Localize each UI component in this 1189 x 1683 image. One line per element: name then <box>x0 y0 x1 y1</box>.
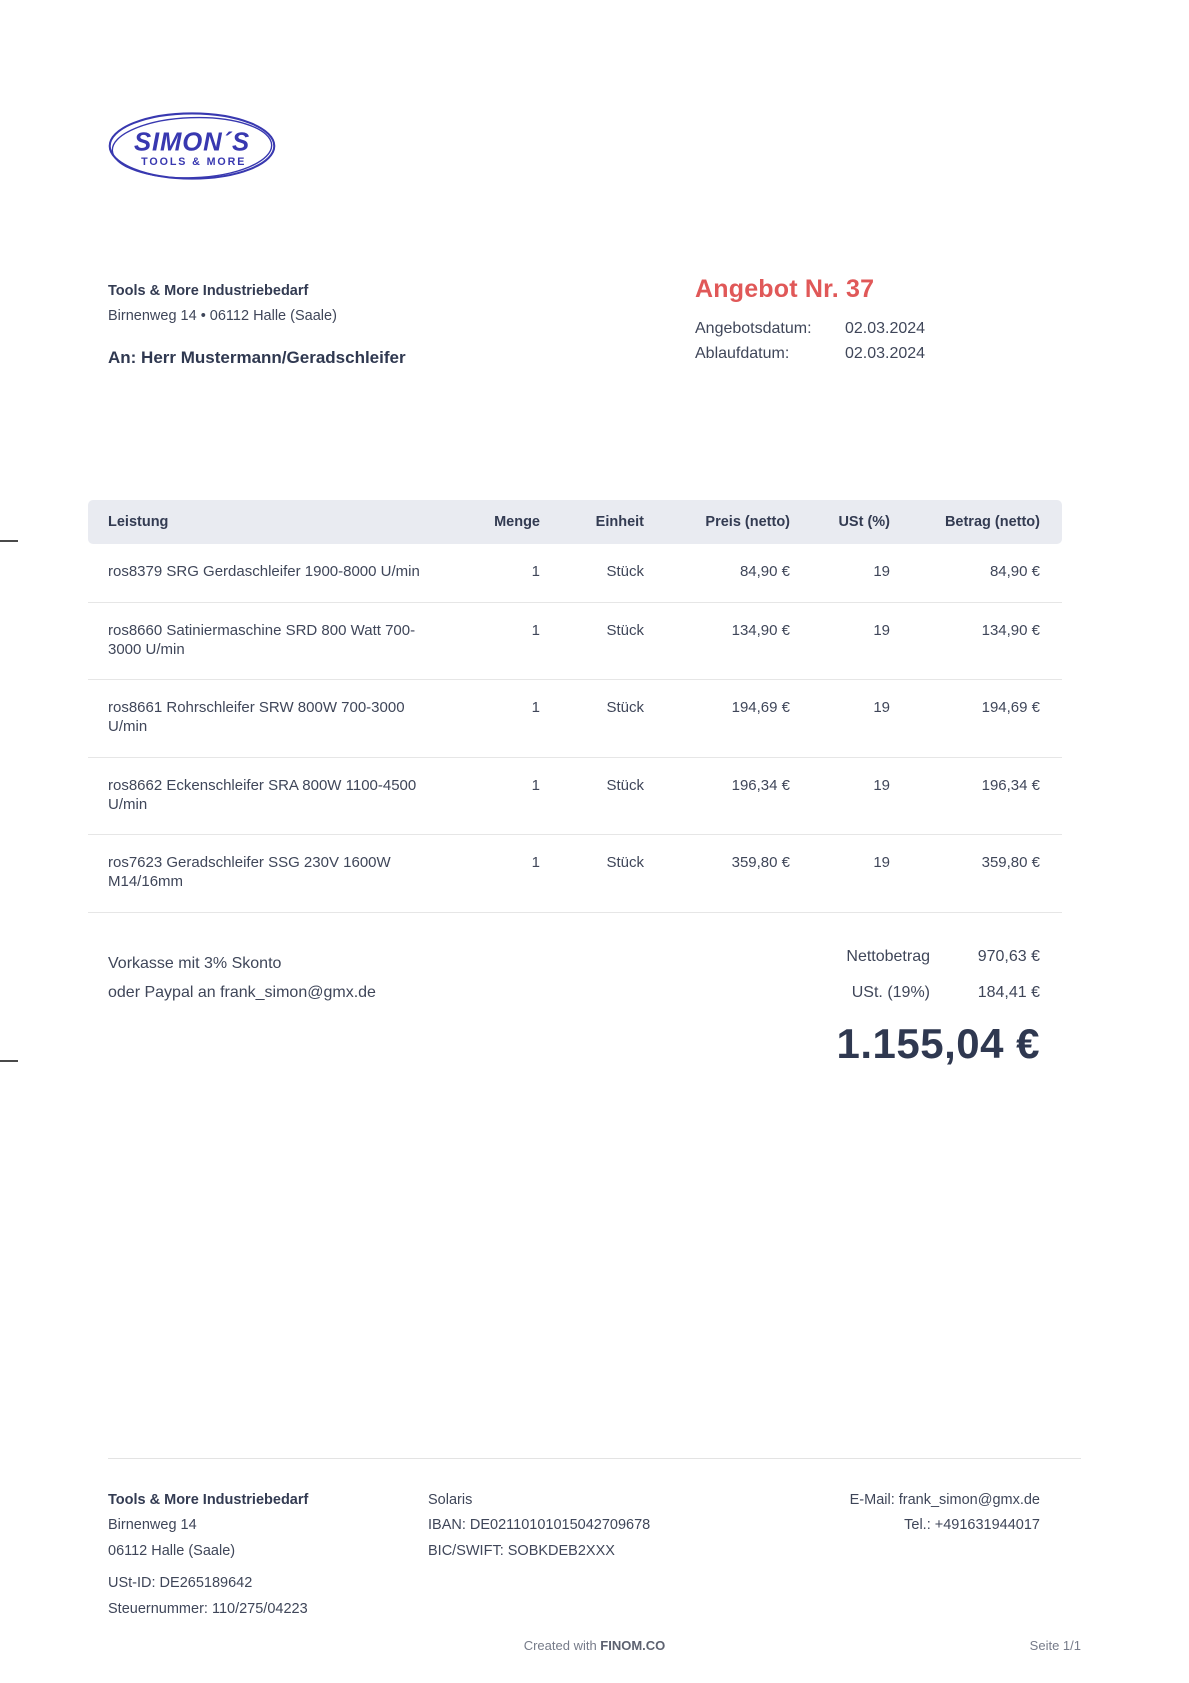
table-row <box>88 680 1062 758</box>
table-header-row <box>88 500 1062 544</box>
col-header-einheit: Einheit <box>595 514 644 530</box>
cell-menge: 1 <box>531 563 540 580</box>
cell-einheit: Stück <box>606 621 644 639</box>
col-header-ust: USt (%) <box>838 514 890 530</box>
vat-row <box>640 984 1040 1002</box>
cell-leistung: ros8661 Rohrschleifer SRW 800W 700-3000 U/min <box>108 699 405 735</box>
footer-spacer <box>108 1564 308 1571</box>
cell-ust: 19 <box>873 776 890 794</box>
page-number: Seite 1/1 <box>1029 1638 1081 1653</box>
cell-menge: 1 <box>531 776 540 794</box>
cell-betrag: 359,80 € <box>981 854 1040 872</box>
created-with-brand: FINOM.CO <box>600 1638 666 1653</box>
cell-preis: 134,90 € <box>731 621 790 639</box>
sender-company: Tools & More Industriebedarf <box>108 283 309 299</box>
quote-expiry-row <box>695 345 1040 363</box>
footer-city: 06112 Halle (Saale) <box>108 1542 236 1559</box>
footer-street: Birnenweg 14 <box>108 1517 197 1534</box>
quote-date-label: Angebotsdatum: <box>695 320 812 337</box>
table-row <box>88 758 1062 836</box>
quote-header <box>695 275 1040 370</box>
footer-email: E-Mail: frank_simon@gmx.de <box>849 1492 1040 1508</box>
cell-einheit: Stück <box>606 699 644 717</box>
items-table <box>88 500 1062 913</box>
fold-mark-bottom <box>0 1060 18 1062</box>
cell-leistung: ros8379 SRG Gerdaschleifer 1900-8000 U/min <box>108 563 420 580</box>
cell-menge: 1 <box>531 854 540 872</box>
cell-preis: 194,69 € <box>731 699 790 717</box>
logo-text-main: SIMON´S <box>134 128 250 157</box>
col-header-leistung: Leistung <box>108 514 169 530</box>
cell-einheit: Stück <box>606 776 644 794</box>
cell-betrag: 84,90 € <box>989 563 1040 580</box>
cell-einheit: Stück <box>606 854 644 872</box>
company-logo <box>106 110 278 182</box>
col-header-betrag: Betrag (netto) <box>944 514 1040 530</box>
footer-contact-column <box>850 1488 1040 1539</box>
footer-bic: BIC/SWIFT: SOBKDEB2XXX <box>428 1542 615 1559</box>
quote-expiry-label: Ablaufdatum: <box>695 345 790 362</box>
payment-line-1: Vorkasse mit 3% Skonto <box>108 955 282 972</box>
quote-expiry-value: 02.03.2024 <box>845 345 926 362</box>
payment-terms <box>108 950 376 1008</box>
cell-preis: 84,90 € <box>739 563 790 580</box>
quote-dates <box>695 320 1040 363</box>
created-with-prefix: Created with <box>523 1638 601 1653</box>
cell-preis: 196,34 € <box>731 776 790 794</box>
cell-ust: 19 <box>873 854 890 872</box>
cell-ust: 19 <box>873 699 890 717</box>
col-header-menge: Menge <box>494 514 540 530</box>
footer-vat-id: USt-ID: DE265189642 <box>108 1575 253 1592</box>
footer-company-column <box>108 1488 308 1622</box>
footer-company-name: Tools & More Industriebedarf <box>108 1492 309 1508</box>
cell-ust: 19 <box>873 621 890 639</box>
cell-einheit: Stück <box>606 563 644 580</box>
sender-address: Birnenweg 14 • 06112 Halle (Saale) <box>108 308 337 324</box>
fold-mark-top <box>0 540 18 542</box>
net-total-label: Nettobetrag <box>846 948 930 965</box>
footer-iban: IBAN: DE02110101015042709678 <box>428 1517 651 1534</box>
quote-date-row <box>695 320 1040 338</box>
cell-leistung: ros7623 Geradschleifer SSG 230V 1600W M14/16mm <box>108 854 391 890</box>
cell-preis: 359,80 € <box>731 854 790 872</box>
logo-text-sub: TOOLS & MORE <box>141 155 247 168</box>
footer-divider <box>108 1458 1081 1459</box>
sender-block <box>108 283 337 324</box>
created-with <box>0 1638 1189 1653</box>
cell-leistung: ros8662 Eckenschleifer SRA 800W 1100-4500 U/min <box>108 776 417 813</box>
cell-menge: 1 <box>531 699 540 717</box>
table-row <box>88 835 1062 913</box>
logo-ellipse-graphic <box>106 110 278 182</box>
table-row <box>88 544 1062 603</box>
quote-title: Angebot Nr. 37 <box>695 275 875 303</box>
footer-bank-name: Solaris <box>428 1492 473 1508</box>
quote-date-value: 02.03.2024 <box>845 320 926 337</box>
cell-betrag: 194,69 € <box>981 699 1040 717</box>
cell-ust: 19 <box>873 563 890 580</box>
grand-total: 1.155,04 € <box>836 1020 1040 1067</box>
table-row <box>88 603 1062 681</box>
cell-menge: 1 <box>531 621 540 639</box>
col-header-preis: Preis (netto) <box>705 514 790 530</box>
totals-block <box>640 948 1040 1068</box>
vat-value: 184,41 € <box>977 984 1040 1001</box>
recipient-line: An: Herr Mustermann/Geradschleifer <box>108 348 406 367</box>
footer-tax-number: Steuernummer: 110/275/04223 <box>108 1600 308 1617</box>
vat-label: USt. (19%) <box>851 984 930 1001</box>
footer-phone: Tel.: +491631944017 <box>904 1517 1040 1534</box>
cell-betrag: 196,34 € <box>981 776 1040 794</box>
payment-line-2: oder Paypal an frank_simon@gmx.de <box>108 983 376 1001</box>
cell-betrag: 134,90 € <box>981 621 1040 639</box>
footer-bank-column <box>428 1488 650 1564</box>
cell-leistung: ros8660 Satiniermaschine SRD 800 Watt 700-3000 U/min <box>108 621 416 658</box>
net-total-row <box>640 948 1040 966</box>
net-total-value: 970,63 € <box>977 948 1040 965</box>
